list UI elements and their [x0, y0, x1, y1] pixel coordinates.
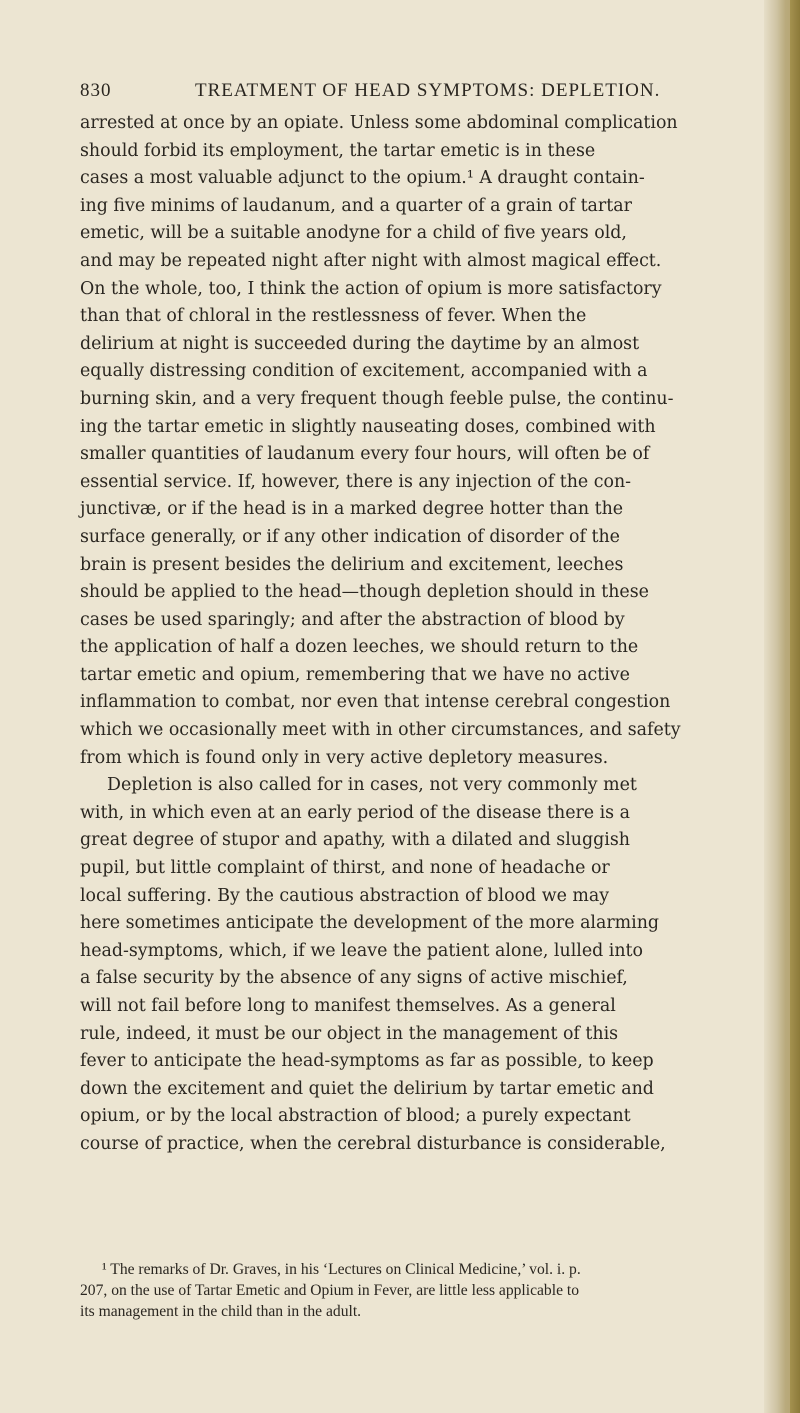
text-line: will not fail before long to manifest themselves. As a general	[80, 996, 616, 1016]
text-line: a false security by the absence of any signs of active mischief,	[80, 968, 628, 989]
text-line: On the whole, too, I think the action of opium is more satisfactory	[80, 278, 662, 299]
text-line: should be applied to the head—though depletion should in these	[80, 582, 649, 603]
text-line: ing five minims of laudanum, and a quarter of a grain of tartar	[80, 195, 632, 216]
text-line: fever to anticipate the head-symptoms as far as possible, to keep	[80, 1051, 654, 1072]
body-text	[80, 110, 760, 1159]
text-line: local suffering. By the cautious abstraction of blood we may	[80, 885, 610, 906]
text-line: ing the tartar emetic in slightly nauseating doses, combined with	[80, 416, 656, 437]
paragraph-start-line: Depletion is also called for in cases, not very commonly met	[107, 775, 637, 796]
running-title: TREATMENT OF HEAD SYMPTOMS: DEPLETION.	[195, 80, 661, 101]
text-line: delirium at night is succeeded during the daytime by an almost	[80, 333, 640, 354]
text-line: brain is present besides the delirium and excitement, leeches	[80, 554, 624, 575]
text-line: down the excitement and quiet the delirium by tartar emetic and	[80, 1078, 654, 1099]
footnote-line: ¹ The remarks of Dr. Graves, in his ‘Lectures on Clinical Medicine,’ vol. i. p.	[102, 1261, 581, 1278]
text-line: cases a most valuable adjunct to the opium.¹ A draught contain-	[80, 168, 645, 189]
page-number: 830	[80, 80, 112, 101]
text-line: burning skin, and a very frequent though feeble pulse, the continu-	[80, 388, 674, 409]
text-line: great degree of stupor and apathy, with a dilated and sluggish	[80, 830, 630, 851]
text-line: arrested at once by an opiate. Unless some abdominal complication	[80, 113, 678, 133]
text-line: opium, or by the local abstraction of blood; a purely expectant	[80, 1106, 631, 1127]
footnote-line: its management in the child than in the adult.	[80, 1303, 362, 1320]
text-line: rule, indeed, it must be our object in the management of this	[80, 1023, 619, 1044]
running-header	[80, 80, 730, 102]
footnote	[80, 1259, 760, 1322]
text-line: which we occasionally meet with in other circumstances, and safety	[80, 720, 681, 741]
text-line: course of practice, when the cerebral disturbance is considerable,	[80, 1133, 666, 1154]
text-line: inflammation to combat, nor even that intense cerebral congestion	[80, 692, 671, 713]
text-line: with, in which even at an early period of the disease there is a	[80, 802, 630, 823]
text-line: the application of half a dozen leeches, we should return to the	[80, 637, 639, 658]
text-line: tartar emetic and opium, remembering that we have no active	[80, 664, 630, 685]
text-line: junctivæ, or if the head is in a marked degree hotter than the	[80, 499, 624, 520]
text-line: essential service. If, however, there is any injection of the con-	[80, 471, 632, 492]
page-binding-edge	[790, 0, 800, 1413]
text-line: cases be used sparingly; and after the abstraction of blood by	[80, 609, 625, 630]
text-line: surface generally, or if any other indication of disorder of the	[80, 526, 620, 547]
text-line: here sometimes anticipate the development of the more alarming	[80, 913, 660, 934]
text-line: from which is found only in very active depletory measures.	[80, 747, 609, 768]
text-line: should forbid its employment, the tartar emetic is in these	[80, 140, 596, 161]
text-line: and may be repeated night after night with almost magical effect.	[80, 250, 662, 271]
footnote-line: 207, on the use of Tartar Emetic and Opium in Fever, are little less applicable to	[80, 1282, 580, 1299]
text-line: emetic, will be a suitable anodyne for a child of five years old,	[80, 223, 627, 244]
text-line: head-symptoms, which, if we leave the patient alone, lulled into	[80, 940, 643, 961]
text-line: equally distressing condition of excitement, accompanied with a	[80, 361, 648, 382]
text-line: smaller quantities of laudanum every four hours, will often be of	[80, 444, 650, 465]
text-line: than that of chloral in the restlessness of fever. When the	[80, 306, 587, 327]
text-line: pupil, but little complaint of thirst, and none of headache or	[80, 858, 610, 879]
